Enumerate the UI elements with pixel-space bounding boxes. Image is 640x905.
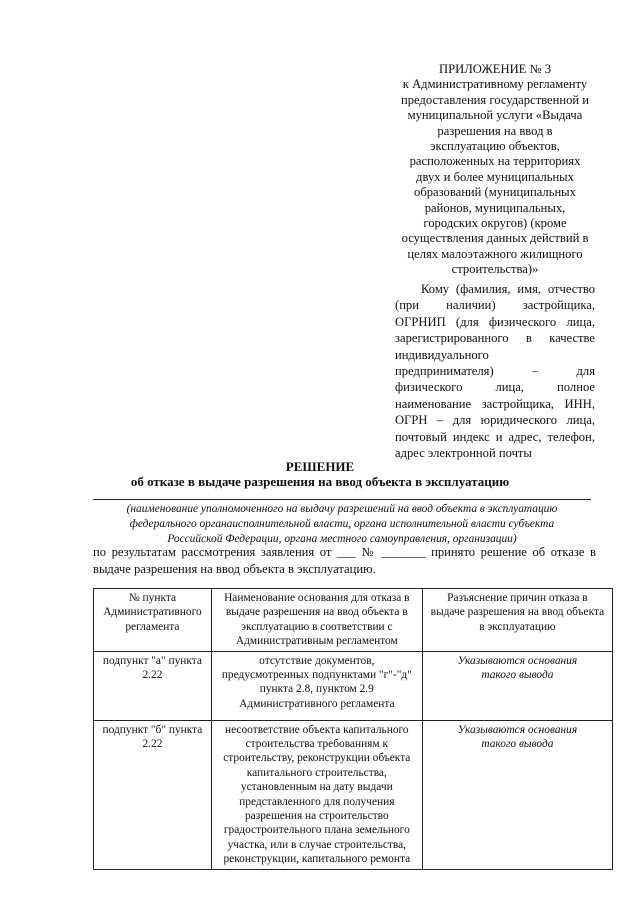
authority-note-line: (наименование уполномоченного на выдачу разрешений на ввод объекта в эксплуатацию [126, 503, 558, 515]
appendix-line: муниципальной услуги «Выдача [407, 108, 583, 123]
appendix-line: двух и более муниципальных [416, 169, 574, 184]
appendix-line: осуществления данных действий в [401, 231, 589, 246]
appendix-line: эксплуатацию объектов, [430, 139, 560, 154]
recipient-line: (при наличии) застройщика, [395, 298, 595, 313]
authority-fill-line [93, 499, 591, 500]
table-row [94, 651, 613, 720]
appendix-line: районов, муниципальных, [424, 200, 566, 215]
appendix-line: разрешения на ввод в [437, 123, 553, 138]
row-clause: подпункт "б" пункта 2.22 [94, 720, 212, 869]
table-row [94, 720, 613, 869]
decision-title: РЕШЕНИЕ [285, 459, 355, 474]
appendix-line: городских округов) (кроме [423, 216, 567, 231]
recipient-line: наименование застройщика, ИНН, [395, 396, 595, 411]
header-clause: № пункта Административного регламента [94, 589, 212, 652]
refusal-grounds-table [93, 588, 613, 870]
recipient-line: индивидуального [395, 347, 489, 362]
appendix-line: предоставления государственной и [400, 92, 590, 107]
header-ground: Наименование основания для отказа в выдаче разрешения на ввод объекта в эксплуатацию в соответствии с Административным регламентом [211, 589, 422, 652]
appendix-line: строительства)» [451, 262, 539, 277]
recipient-line: почтовый индекс и адрес, телефон, [395, 429, 595, 444]
decision-body [93, 544, 596, 577]
row-ground: несоответствие объекта капитального строительства требованиям к строительству, реконструкции объекта капитального строительства, установленным на дату выдачи представленного для получения разрешения на строительство градостроительного плана земельного участка, или в случае строительства, реконструкции, капитального ремонта [211, 720, 422, 869]
authority-note-line: федерального органаисполнительной власти, органа исполнительной власти субъекта [129, 518, 555, 531]
recipient-line: зарегистрированного в качестве [395, 331, 595, 346]
row-clause: подпункт "а" пункта 2.22 [94, 651, 212, 720]
recipient-line: ОГРНИП (для физического лица, [395, 314, 595, 329]
recipient-line: физического лица, полное [395, 380, 595, 395]
body-line: выдаче разрешения на ввод объекта в эксплуатацию. [93, 561, 376, 576]
appendix-block [384, 62, 606, 278]
appendix-line: расположенных на территориях [409, 154, 581, 169]
appendix-heading: ПРИЛОЖЕНИЕ № 3 [439, 62, 551, 76]
row-explanation: Указываются основания такого вывода [422, 651, 612, 720]
recipient-line: предпринимателя) – для [395, 364, 595, 379]
decision-subtitle: об отказе в выдаче разрешения на ввод объекта в эксплуатацию [130, 474, 510, 489]
recipient-line: ОГРН – для юридического лица, [395, 413, 595, 428]
appendix-line: к Административному регламенту [402, 77, 588, 92]
recipient-block [395, 281, 595, 461]
authority-note-line: Российской Федерации, органа местного самоуправления, организации) [167, 533, 517, 546]
header-explanation: Разъяснение причин отказа в выдаче разрешения на ввод объекта в эксплуатацию [422, 589, 612, 652]
table-header-row [94, 589, 613, 652]
appendix-line: образований (муниципальных [414, 185, 576, 200]
row-explanation: Указываются основания такого вывода [422, 720, 612, 869]
recipient-line: адрес электронной почты [395, 446, 532, 461]
body-line: по результатам рассмотрения заявления от ___ № _______ принято решение об отказе в [93, 545, 596, 559]
recipient-line: Кому (фамилия, имя, отчество [421, 282, 595, 296]
authority-note [93, 502, 591, 548]
appendix-line: целях малоэтажного жилищного [407, 246, 583, 261]
row-ground: отсутствие документов, предусмотренных подпунктами "г"-"д" пункта 2.8, пунктом 2.9 Административного регламента [211, 651, 422, 720]
